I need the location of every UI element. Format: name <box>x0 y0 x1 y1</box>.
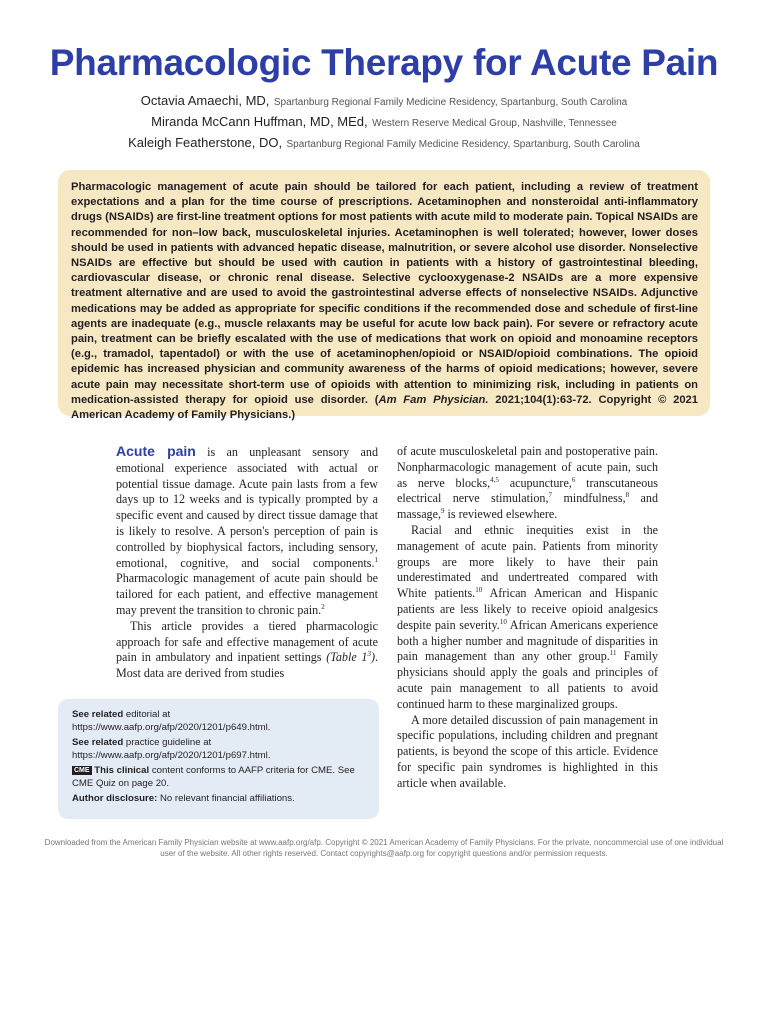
text: transcutaneous electrical nerve stimulation, <box>397 475 659 506</box>
author-line <box>0 133 768 154</box>
paragraph <box>116 619 378 682</box>
author-list <box>0 91 768 154</box>
cme-note <box>72 764 367 790</box>
paragraph <box>397 523 658 713</box>
body-column-right <box>397 444 658 792</box>
table-ref-close: ) <box>370 650 375 665</box>
text: and massage, <box>397 491 658 522</box>
reference: 10 <box>499 617 507 626</box>
text: acupuncture, <box>498 475 572 490</box>
author-name: Kaleigh Featherstone, DO, <box>128 135 283 150</box>
body-column-left <box>116 444 378 682</box>
text: No relevant financial affiliations. <box>157 793 295 804</box>
text: content conforms to AAFP criteria for CME. See CME Quiz on page 20. <box>72 765 355 789</box>
label: See related <box>72 709 124 720</box>
paragraph <box>116 444 378 619</box>
reference: 7 <box>548 491 552 500</box>
reference: 10 <box>475 586 483 595</box>
reference: 4,5 <box>490 475 499 484</box>
label: See related <box>72 737 124 748</box>
text: . Most data are derived from studies <box>116 650 378 681</box>
reference: 3 <box>367 650 371 659</box>
author-affiliation: Western Reserve Medical Group, Nashville, Tennessee <box>372 118 617 129</box>
reference: 6 <box>571 475 576 484</box>
text: is an unpleasant sensory and emotional experience associated with actual or potential tissue damage. Acute pain lasts from a few days up to 12 weeks and is typically prompted by a specific event and caused by direct tissue damage that is likely to resolve. A person's perception of pain is controlled by biophysical factors, including sensory, emotional, cognitive, and social components. <box>116 445 378 570</box>
link-text[interactable]: editorial at https://www.aafp.org/afp/2020/1201/p649.html. <box>72 709 271 733</box>
reference: 11 <box>609 649 617 658</box>
article-title: Pharmacologic Therapy for Acute Pain <box>49 42 719 83</box>
text: of acute musculoskeletal pain and postoperative pain. Nonpharmacologic management of acute pain, such as nerve blocks, <box>397 444 658 490</box>
author-disclosure <box>72 792 367 805</box>
lead-term: Acute pain <box>116 443 196 459</box>
link-text[interactable]: practice guideline at https://www.aafp.org/afp/2020/1201/p697.html. <box>72 737 271 761</box>
text: Pharmacologic management of acute pain should be tailored for each patient, and effective management may prevent the transition to chronic pain. <box>116 571 378 617</box>
text: is reviewed elsewhere. <box>444 507 558 522</box>
reference: 8 <box>625 491 630 500</box>
author-name: Miranda McCann Huffman, MD, MEd, <box>151 114 368 129</box>
copyright-footer: Downloaded from the American Family Physician website at www.aafp.org/afp. Copyright © 2021 American Academy of Family Physicians. For the private, noncommercial use of one individual user of the website. All other rights reserved. Contact copyrights@aafp.org for copyright questions and/or permission requests. <box>44 838 724 858</box>
reference: 1 <box>374 555 378 564</box>
abstract-text: Pharmacologic management of acute pain should be tailored for each patient, including a review of treatment expectations and a plan for the time course of prescriptions. Acetaminophen and nonsteroidal anti-inflammatory drugs (NSAIDs) are first-line treatment options for most patients with acute mild to moderate pain. Topical NSAIDs are recommended for non–low back, musculoskeletal injuries. Acetaminophen is well tolerated; however, lower doses should be used in patients with advanced hepatic disease, malnutrition, or severe alcohol use disorder. Nonselective NSAIDs are effective but should be used with caution in patients with a history of gastrointestinal bleeding, cardiovascular disease, or chronic renal disease. Selective cyclooxygenase-2 NSAIDs are a more expensive treatment alternative and are used to avoid the gastrointestinal adverse effects of nonselective NSAIDs. Adjunctive medications may be added as appropriate for specific conditions if the recommended dose and schedule of first-line agents are inadequate (e.g., muscle relaxants may be useful for acute low back pain). For severe or refractory acute pain, treatment can be briefly escalated with the use of medications that work on opioid and monoamine receptors (e.g., tramadol, tapentadol) or with the use of acetaminophen/opioid or NSAID/opioid combinations. The opioid epidemic has increased physician and community awareness of the harms of opioid medications; however, severe acute pain may necessitate short-term use of opioids with attention to minimizing risk, including in patients on medication-assisted therapy for opioid use disorder. ( <box>71 181 699 406</box>
author-line <box>0 112 768 133</box>
paragraph <box>397 444 658 523</box>
reference: 9 <box>441 507 445 516</box>
abstract-citation-tail: 2021;104(1):63-72. Copyright © 2021 American Academy of Family Physicians.) <box>71 393 698 422</box>
author-affiliation: Spartanburg Regional Family Medicine Residency, Spartanburg, South Carolina <box>273 97 628 108</box>
table-reference[interactable] <box>326 650 375 664</box>
label: This clinical <box>91 765 150 776</box>
cme-badge-icon: CME <box>74 767 90 774</box>
text: mindfulness, <box>552 491 626 506</box>
author-affiliation: Spartanburg Regional Family Medicine Residency, Spartanburg, South Carolina <box>286 139 640 150</box>
reference: 2 <box>321 602 325 611</box>
journal-citation: Am Fam Physician. <box>378 393 489 406</box>
related-info-box <box>58 699 379 819</box>
see-related-guideline[interactable] <box>72 736 367 762</box>
abstract-box <box>58 170 710 422</box>
text: African American and Hispanic patients are less likely to receive opioid analgesics despite pain severity. <box>397 586 658 632</box>
table-ref-label: (Table 1 <box>326 650 368 665</box>
see-related-editorial[interactable] <box>72 708 367 734</box>
label: Author disclosure: <box>72 793 158 804</box>
paragraph: A more detailed discussion of pain management in specific populations, including children and pregnant patients, is beyond the scope of this article. Evidence for specific pain syndromes is highlighted in this article when available. <box>397 712 658 790</box>
text: Racial and ethnic inequities exist in the management of acute pain. Patients from minority groups are more likely to have their pain underestimated and undertreated compared with White patients. <box>397 522 658 601</box>
text: This article provides a tiered pharmacologic approach for safe and effective management of acute pain in ambulatory and inpatient settings <box>116 618 378 665</box>
author-name: Octavia Amaechi, MD, <box>140 93 270 108</box>
author-line <box>0 91 768 112</box>
text: Family physicians should apply the goals and principles of acute pain management to all patients to avoid continued harm to these marginalized groups. <box>397 649 658 711</box>
text: African Americans experience both a higher number and magnitude of disparities in pain management than any other group. <box>397 617 658 664</box>
